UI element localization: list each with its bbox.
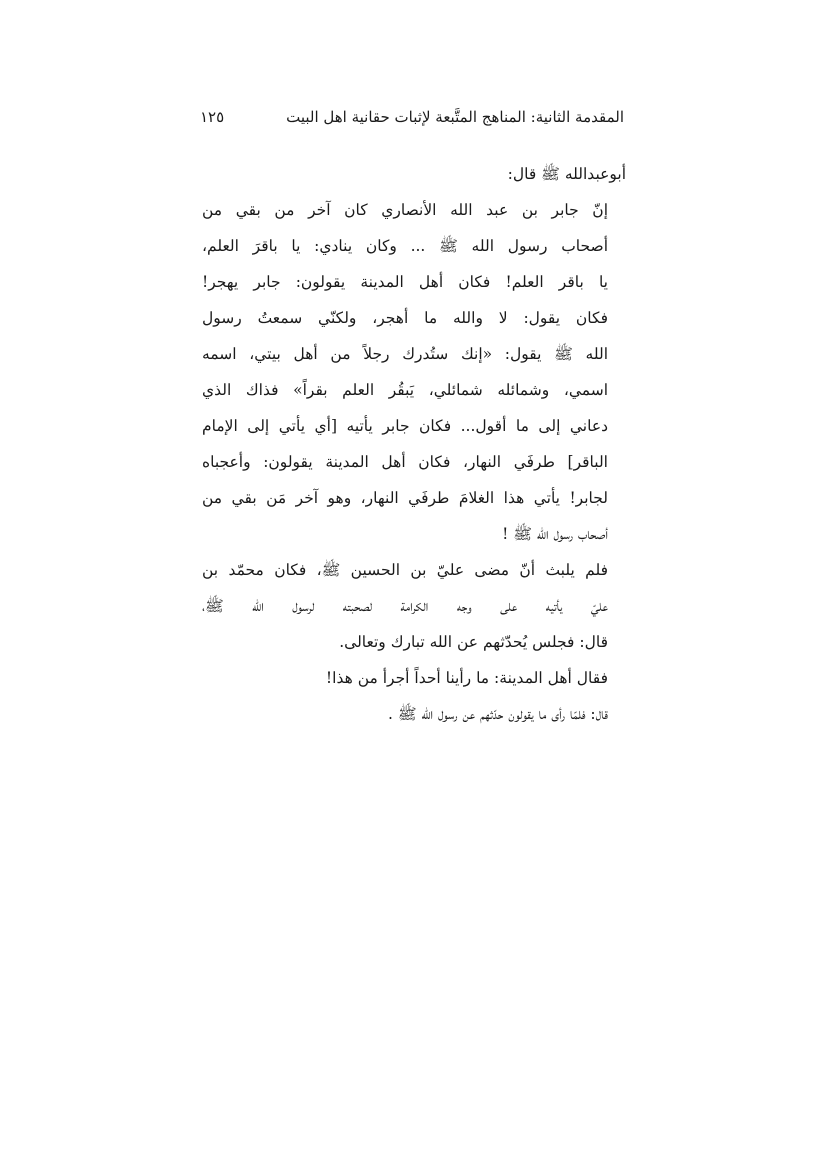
text-line: فكان يقول: لا والله ما أهجر، ولكنّي سمعتُ رسول [202,309,608,327]
text-line: الباقر] طرفَي النهار، فكان أهل المدينة يقولون: وأعجباه [202,453,608,471]
running-title: المقدمة الثانية: المناهج المتَّبعة لإثبات حقانية اهل البيت [286,108,624,126]
text-line: دعاني إلى ما أقول... فكان جابر يأتيه [أي يأتي إلى الإمام [202,417,608,435]
text-line: إنّ جابر بن عبد الله الأنصاري كان آخر من بقي من [202,201,608,219]
text-line: يا باقر العلم! فكان أهل المدينة يقولون: جابر يهجر! [202,273,608,291]
text-line: قال: فجلس يُحدّثهم عن الله تبارك وتعالى. [339,633,608,651]
text-line: فقال أهل المدينة: ما رأينا أحداً أجرأ من هذا! [325,669,608,687]
text-line: أصحاب رسول الله ﷺ ! [502,525,608,543]
text-line: أصحاب رسول الله ﷺ ... وكان ينادي: يا باقرَ العلم، [202,237,608,255]
page-number: ١٢٥ [200,108,225,126]
text-line: لجابر! يأتي هذا الغلامَ طرفَي النهار، وهو آخر مَن بقي من [202,489,608,507]
body-text [202,156,626,732]
page-header [200,106,624,132]
text-line: الله ﷺ يقول: «إنك ستُدرك رجلاً من أهل بيتي، اسمه [202,345,608,363]
text-line: فلم يلبث أنّ مضى عليّ بن الحسين ﷺ، فكان محمّد بن [202,561,608,579]
text-line: عليّ يأتيه على وجه الكرامة لصحبته لرسول الله ﷺ، [202,597,608,615]
text-line: اسمي، وشمائله شمائلي، يَبقُر العلم بقراً» فذاك الذي [202,381,608,399]
text-line: قال: فلمّا رأى ما يقولون حدّثهم عن رسول الله ﷺ . [387,705,608,723]
text-line: أبوعبدالله ﷺ قال: [507,165,626,183]
